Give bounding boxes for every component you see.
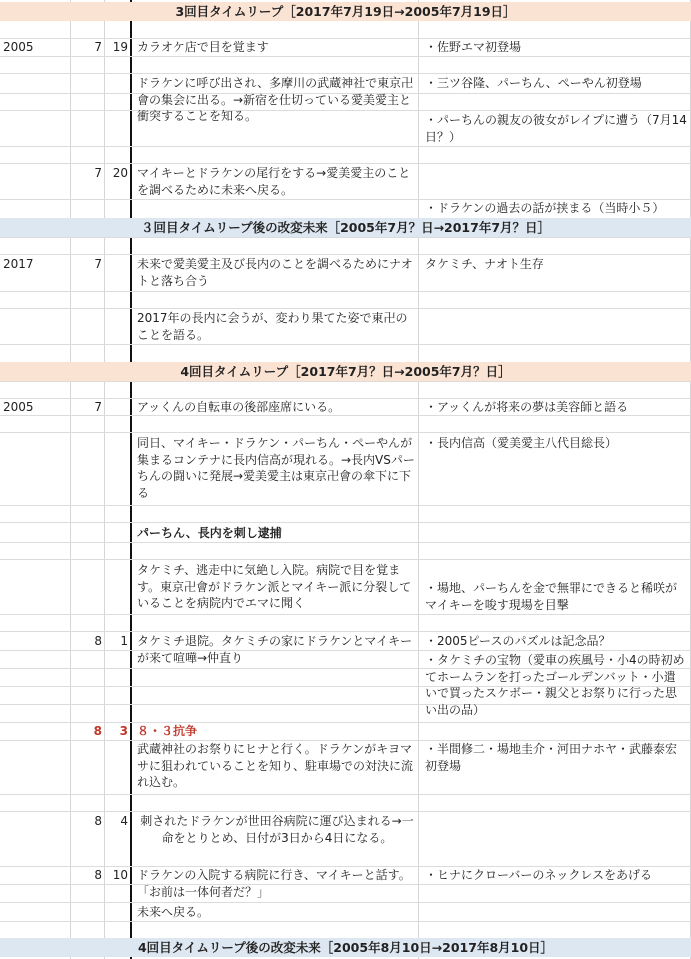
note-cell: タケミチ、ナオト生存 (425, 257, 544, 271)
month-cell: 7 (94, 166, 102, 180)
row-line (0, 291, 691, 292)
row-line (0, 522, 691, 523)
day-cell: 10 (112, 868, 128, 882)
row-line (0, 794, 691, 795)
event-cell: 刺されたドラケンが世田谷病院に運び込まれる→一命をとりとめ、日付が3日から4日になる。 (140, 814, 414, 845)
event-cell: カラオケ店で目を覚ます (137, 40, 269, 54)
day-cell: 4 (120, 814, 128, 828)
note-cell: ・佐野エマ初登場 (425, 40, 522, 54)
month-cell: 7 (94, 400, 102, 414)
note-cell: ・2005ピースのパズルは記念品？ (425, 634, 611, 648)
row-line (0, 254, 691, 255)
column-divider-event-bold (130, 0, 132, 959)
row-line (0, 73, 691, 74)
day-cell: 1 (120, 634, 128, 648)
row-line (0, 631, 691, 632)
year-cell: 2005 (3, 400, 34, 414)
row-line (0, 308, 691, 309)
row-line (0, 146, 691, 147)
event-cell: 同日、マイキー・ドラケン・パーちん・ぺーやんが集まるコンテナに長内信高が現れる。→長内VSパーちんの闘いに発展→愛美愛主は東京卍會の傘下に下る (137, 436, 415, 500)
event-cell: 武蔵神社のお祭りにヒナと行く。ドラケンがキヨマサに狙われていることを知り、駐車場での対決に流れ込む。 (137, 742, 414, 789)
event-cell: タケミチ、逃走中に気絶し入院。病院で目を覚ます。東京卍會がドラケン派とマイキー派に分裂していることを病院内でエマに聞く (137, 563, 412, 610)
note-cell: ・三ツ谷隆、パーちん、ぺーやん初登場 (425, 76, 642, 90)
year-cell: 2005 (3, 40, 34, 54)
note-cell: ・ヒナにクローバーのネックレスをあげる (425, 868, 653, 882)
row-line (0, 902, 691, 903)
note-cell: ・パーちんの親友の彼女がレイプに遭う（7月14日？） (425, 113, 687, 144)
note-cell: ・アッくんが将来の夢は美容師と語る (425, 400, 629, 414)
event-cell: 未来へ戻る。 (137, 905, 210, 919)
month-cell: 7 (94, 257, 102, 271)
row-line (0, 381, 691, 382)
day-cell: 19 (112, 40, 128, 54)
month-cell: 8 (94, 634, 102, 648)
row-line (0, 237, 691, 238)
event-cell-highlight: パーちん、長内を刺し逮捕 (137, 526, 282, 540)
event-cell-highlight: ８・３抗争 (137, 724, 198, 738)
event-cell: ドラケンに呼び出され、多摩川の武蔵神社で東京卍會の集会に出る。→新宿を仕切っている愛美愛主と衝突することを知る。 (137, 76, 414, 123)
note-cell: ・場地、パーちんを金で無罪にできると稀咲がマイキーを唆す現場を目撃 (425, 581, 678, 612)
event-cell: タケミチ退院。タケミチの家にドラケンとマイキーが来て喧嘩→仲直り (137, 634, 413, 665)
note-cell: ・タケミチの宝物（愛車の疾風号・小4の時初めてホームランを打ったゴールデンバット・小遣いで買ったスケボー・親父とお祭りに行った思い出の品） (425, 653, 685, 717)
event-cell: ドラケンの入院する病院に行き、マイキーと話す。「お前は一体何者だ？」 (137, 868, 411, 899)
row-line (0, 559, 691, 560)
note-cell: ・長内信高（愛美愛主八代目総長） (425, 436, 618, 450)
row-line (0, 432, 691, 433)
section-banner-3rd-altered-future: ３回目タイムリープ後の改変未来［2005年7月？日→2017年7月？日］ (0, 218, 691, 237)
row-line (0, 505, 691, 506)
year-cell: 2017 (3, 257, 34, 271)
section-banner-4th-timeleap: 4回目タイムリープ［2017年7月？日→2005年7月？日］ (0, 362, 691, 381)
row-line (0, 56, 691, 57)
month-cell: 8 (94, 868, 102, 882)
section-banner-3rd-timeleap: 3回目タイムリープ［2017年7月19日→2005年7月19日］ (0, 2, 691, 21)
month-cell: 8 (94, 814, 102, 828)
note-cell: ・ドラケンの過去の話が挟まる（当時小５） (425, 201, 665, 215)
event-cell: 2017年の長内に会うが、変わり果てた姿で東卍のことを語る。 (137, 311, 408, 342)
row-line (0, 542, 691, 543)
event-cell: アッくんの自転車の後部座席にいる。 (137, 400, 341, 414)
row-line (0, 811, 691, 812)
event-cell: 未来で愛美愛主及び長内のことを調べるためにナオトと落ち合う (137, 257, 413, 288)
column-divider-note (418, 0, 419, 959)
row-line (0, 344, 691, 345)
row-line (0, 921, 691, 922)
section-banner-4th-altered-future: 4回目タイムリープ後の改変未来［2005年8月10日→2017年8月10日］ (0, 938, 691, 957)
day-cell-highlight: 3 (119, 724, 128, 738)
row-line (0, 614, 691, 615)
row-line (0, 163, 691, 164)
event-cell: マイキーとドラケンの尾行をする→愛美愛主のことを調べるために未来へ戻る。 (137, 166, 411, 197)
month-cell: 7 (94, 40, 102, 54)
note-cell: ・半間修二・場地圭介・河田ナホヤ・武藤泰宏初登場 (425, 742, 678, 773)
month-cell-highlight: 8 (93, 724, 102, 738)
day-cell: 20 (112, 166, 128, 180)
